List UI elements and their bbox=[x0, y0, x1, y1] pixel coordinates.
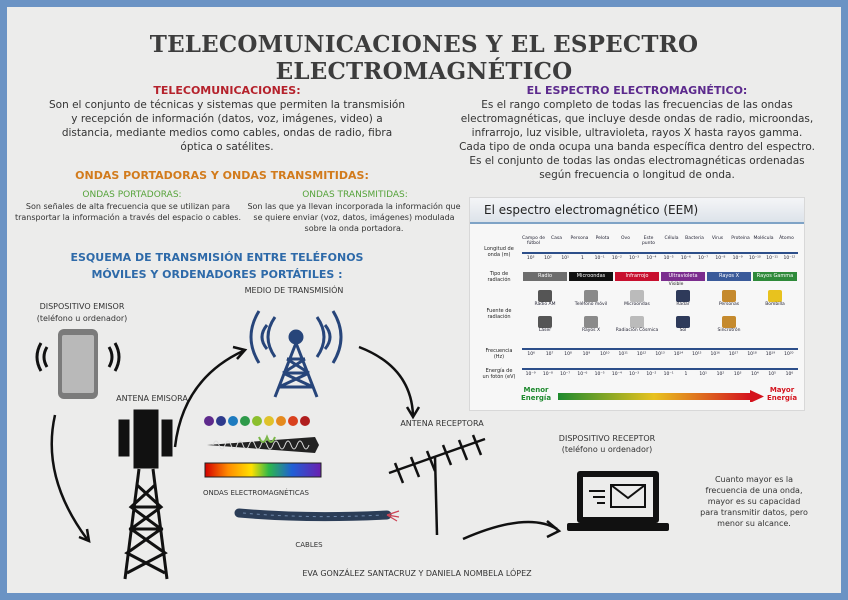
energy-tick: 10¹ bbox=[699, 372, 707, 377]
receiver-label: DISPOSITIVO RECEPTOR bbox=[558, 434, 656, 443]
wavelength-tick: 10¹ bbox=[561, 256, 569, 261]
waves-heading: ONDAS PORTADORAS Y ONDAS TRANSMITIDAS: bbox=[75, 169, 369, 182]
em-wave-signal bbox=[207, 437, 319, 453]
source-thumbnail-icon bbox=[722, 316, 736, 328]
size-label: Ovo bbox=[621, 236, 630, 241]
wavelength-tick: 1 bbox=[580, 256, 584, 261]
size-label: Átomo bbox=[779, 236, 794, 241]
source-label: Personas bbox=[718, 302, 740, 307]
cables-label: CABLES bbox=[295, 541, 323, 549]
emitter-sub-label: (teléfono u ordenador) bbox=[36, 314, 128, 323]
wavelength-tick: 10⁻³ bbox=[629, 256, 640, 261]
band-rayos-gamma: Rayos Gamma bbox=[753, 272, 797, 281]
source-item bbox=[522, 316, 568, 333]
telecom-text: Son el conjunto de técnicas y sistemas que permiten la transmisión y recepción de información (datos, voz, imágenes, video) a distancia, mediante medios como cables, ondas de radio, fibra óptica o satélites. bbox=[49, 99, 405, 153]
energy-tick: 10³ bbox=[733, 372, 742, 377]
chart-title: El espectro electromagnético (EEM) bbox=[484, 203, 699, 217]
source-thumbnail-icon bbox=[538, 290, 552, 302]
size-label: Proteína bbox=[731, 236, 750, 241]
frequency-axis bbox=[522, 348, 798, 350]
wavelength-tick: 10⁻⁶ bbox=[680, 256, 691, 261]
energy-tick: 10⁻⁴ bbox=[611, 372, 622, 377]
source-thumbnail-icon bbox=[768, 290, 782, 302]
source-item bbox=[568, 316, 614, 333]
antenna-rx-label: ANTENA RECEPTORA bbox=[400, 419, 484, 428]
source-label: Radiación Cósmica bbox=[615, 328, 659, 333]
telecom-heading: TELECOMUNICACIONES: bbox=[153, 84, 301, 97]
frequency-tick: 10¹⁹ bbox=[765, 352, 776, 357]
wavelength-tick: 10⁻⁹ bbox=[732, 256, 743, 261]
row-label-frequency: Frecuencia (Hz) bbox=[485, 348, 513, 360]
wavelength-tick: 10⁻⁵ bbox=[663, 256, 674, 261]
size-label: Pelota bbox=[595, 236, 610, 241]
frequency-tick: 10¹⁰ bbox=[600, 352, 610, 357]
radiation-bands bbox=[522, 272, 798, 281]
wavelength-tick: 10⁻⁷ bbox=[698, 256, 709, 261]
size-label: Célula bbox=[664, 236, 679, 241]
source-label: Rayos X bbox=[581, 328, 601, 333]
source-label: Radio AM bbox=[534, 302, 556, 307]
source-item bbox=[614, 316, 660, 333]
size-label: Molécula bbox=[753, 236, 774, 241]
high-energy-label: Mayor Energía bbox=[766, 386, 798, 402]
source-label: Sol bbox=[679, 328, 687, 333]
receiving-antenna-icon bbox=[389, 435, 485, 535]
size-label: Campo de fútbol bbox=[522, 236, 545, 246]
visible-band-label: Visible bbox=[668, 282, 684, 287]
band-radio: Radio bbox=[523, 272, 567, 281]
frequency-tick: 10⁷ bbox=[545, 352, 554, 357]
source-item bbox=[706, 290, 752, 307]
source-thumbnail-icon bbox=[584, 290, 598, 302]
laptop-mail-icon bbox=[567, 471, 669, 531]
energy-tick: 1 bbox=[684, 372, 688, 377]
frequency-tick: 10¹³ bbox=[655, 352, 665, 357]
source-item bbox=[568, 290, 614, 307]
page-title: TELECOMUNICACIONES Y EL ESPECTRO ELECTROMAGNÉTICO bbox=[149, 31, 699, 85]
size-label-row bbox=[522, 236, 798, 246]
energy-arrow bbox=[558, 390, 764, 402]
row-label-wavelength: Longitud de onda (m) bbox=[484, 246, 514, 258]
frequency-note: Cuanto mayor es la frecuencia de una onda, mayor es su capacidad para transmitir datos, pero menor su alcance. bbox=[700, 475, 808, 528]
wavelength-tick: 10⁻¹⁰ bbox=[749, 256, 761, 261]
cable-icon bbox=[239, 511, 399, 521]
antenna-tx-label: ANTENA EMISORA bbox=[116, 394, 188, 403]
em-spectrum-chart bbox=[469, 197, 805, 411]
energy-tick: 10⁻⁷ bbox=[560, 372, 571, 377]
smartphone-icon bbox=[58, 329, 98, 399]
size-label: Persona bbox=[570, 236, 589, 241]
frequency-tick: 10⁸ bbox=[564, 352, 572, 357]
receiver-sub-label: (teléfono u ordenador) bbox=[561, 445, 653, 454]
source-label: Microondas bbox=[624, 302, 650, 307]
frequency-tick: 10¹⁷ bbox=[728, 352, 739, 357]
source-label: Radar bbox=[676, 302, 690, 307]
source-thumbnail-icon bbox=[584, 316, 598, 328]
em-wave-icons bbox=[204, 416, 310, 426]
radiation-sources bbox=[522, 290, 798, 342]
source-thumbnail-icon bbox=[630, 316, 644, 328]
frequency-tick: 10⁶ bbox=[527, 352, 535, 357]
wavelength-tick: 10⁻¹² bbox=[783, 256, 796, 261]
source-item bbox=[752, 290, 798, 307]
transmission-tower-icon bbox=[251, 311, 341, 397]
energy-tick: 10⁻⁶ bbox=[577, 372, 588, 377]
energy-tick: 10⁻⁹ bbox=[525, 372, 536, 377]
source-item bbox=[660, 316, 706, 333]
wavelength-ticks bbox=[522, 256, 798, 264]
medium-label: MEDIO DE TRANSMISIÓN bbox=[244, 286, 344, 295]
row-label-type: Tipo de radiación bbox=[487, 271, 511, 283]
band-ultravioleta: Ultravioleta bbox=[661, 272, 705, 281]
transmitted-heading: ONDAS TRANSMITIDAS: bbox=[302, 190, 408, 200]
source-item bbox=[522, 290, 568, 307]
source-item bbox=[660, 290, 706, 307]
carrier-heading: ONDAS PORTADORAS: bbox=[82, 190, 182, 200]
frequency-tick: 10¹⁴ bbox=[673, 352, 684, 357]
frequency-ticks bbox=[522, 352, 798, 360]
low-energy-label: Menor Energía bbox=[520, 386, 552, 402]
frequency-tick: 10⁹ bbox=[582, 352, 591, 357]
frequency-tick: 10¹⁸ bbox=[747, 352, 757, 357]
authors: EVA GONZÁLEZ SANTACRUZ Y DANIELA NOMBELA LÓPEZ bbox=[302, 569, 532, 578]
source-label: Bombilla bbox=[765, 302, 785, 307]
row-label-energy: Energía de un fotón (eV) bbox=[482, 368, 516, 380]
wavelength-tick: 10⁻⁸ bbox=[715, 256, 726, 261]
visible-spectrum-bar bbox=[205, 463, 321, 477]
energy-tick: 10⁻² bbox=[646, 372, 657, 377]
source-thumbnail-icon bbox=[630, 290, 644, 302]
frequency-tick: 10¹⁵ bbox=[692, 352, 702, 357]
source-thumbnail-icon bbox=[676, 316, 690, 328]
band-infrarrojo: Infrarrojo bbox=[615, 272, 659, 281]
wavelength-tick: 10⁻² bbox=[611, 256, 622, 261]
energy-axis bbox=[522, 368, 798, 370]
frequency-tick: 10¹² bbox=[636, 352, 647, 357]
source-item bbox=[706, 316, 752, 333]
row-label-source: Fuente de radiación bbox=[486, 308, 512, 320]
source-thumbnail-icon bbox=[722, 290, 736, 302]
chart-title-bar bbox=[470, 198, 804, 224]
energy-ticks bbox=[522, 372, 798, 380]
frequency-tick: 10¹⁶ bbox=[710, 352, 720, 357]
wavelength-tick: 10⁻¹¹ bbox=[766, 256, 778, 261]
band-rayos-x: Rayos X bbox=[707, 272, 751, 281]
energy-tick: 10² bbox=[716, 372, 725, 377]
frequency-tick: 10²⁰ bbox=[784, 352, 794, 357]
energy-tick: 10⁻¹ bbox=[663, 372, 674, 377]
wavelength-axis bbox=[522, 252, 798, 254]
carrier-text: Son señales de alta frecuencia que se utilizan para transportar la información a través del espacio o cables. bbox=[14, 202, 242, 222]
source-item bbox=[614, 290, 660, 307]
energy-tick: 10⁻³ bbox=[629, 372, 640, 377]
source-label: Láser bbox=[538, 328, 552, 333]
wavelength-tick: 10⁻¹ bbox=[594, 256, 605, 261]
size-label: Casa bbox=[550, 236, 562, 241]
wavelength-tick: 10⁻⁴ bbox=[646, 256, 657, 261]
energy-tick: 10⁶ bbox=[785, 372, 794, 377]
wavelength-tick: 10³ bbox=[526, 256, 535, 261]
source-label: Sincrotrón bbox=[717, 328, 741, 333]
source-thumbnail-icon bbox=[676, 290, 690, 302]
band-microondas: Microondas bbox=[569, 272, 613, 281]
energy-tick: 10⁻⁸ bbox=[542, 372, 553, 377]
scheme-heading: ESQUEMA DE TRANSMISIÓN ENTRE TELÉFONOS MÓVILES Y ORDENADORES PORTÁTILES : bbox=[70, 251, 364, 281]
energy-tick: 10⁻⁵ bbox=[594, 372, 605, 377]
emitter-label: DISPOSITIVO EMISOR bbox=[39, 302, 125, 311]
size-label: Este punto bbox=[641, 236, 656, 246]
transmitted-text: Son las que ya llevan incorporada la información que se quiere enviar (voz, datos, imágenes) modulada sobre la onda portadora. bbox=[247, 202, 461, 233]
poster bbox=[7, 7, 841, 593]
energy-tick: 10⁴ bbox=[751, 372, 759, 377]
frequency-tick: 10¹¹ bbox=[618, 352, 628, 357]
source-label: Teléfono móvil bbox=[574, 302, 608, 307]
wavelength-tick: 10² bbox=[544, 256, 552, 261]
size-label: Bacteria bbox=[685, 236, 704, 241]
spectrum-heading: EL ESPECTRO ELECTROMAGNÉTICO: bbox=[526, 84, 748, 97]
source-thumbnail-icon bbox=[538, 316, 552, 328]
size-label: Virus bbox=[711, 236, 724, 241]
energy-tick: 10⁵ bbox=[768, 372, 776, 377]
spectrum-text: Es el rango completo de todas las frecuencias de las ondas electromagnéticas, que incluye desde ondas de radio, microondas, infrarrojo, luz visible, ultravioleta, rayos X hasta rayos gamma. Cada tipo de onda ocupa una banda específica dentro del espectro. Es el conjunto de todas las ondas electromagnéticas ordenadas según frecuencia o longitud de onda. bbox=[459, 99, 815, 181]
em-waves-label: ONDAS ELECTROMAGNÉTICAS bbox=[202, 489, 309, 497]
transmitting-antenna-icon bbox=[120, 411, 171, 579]
